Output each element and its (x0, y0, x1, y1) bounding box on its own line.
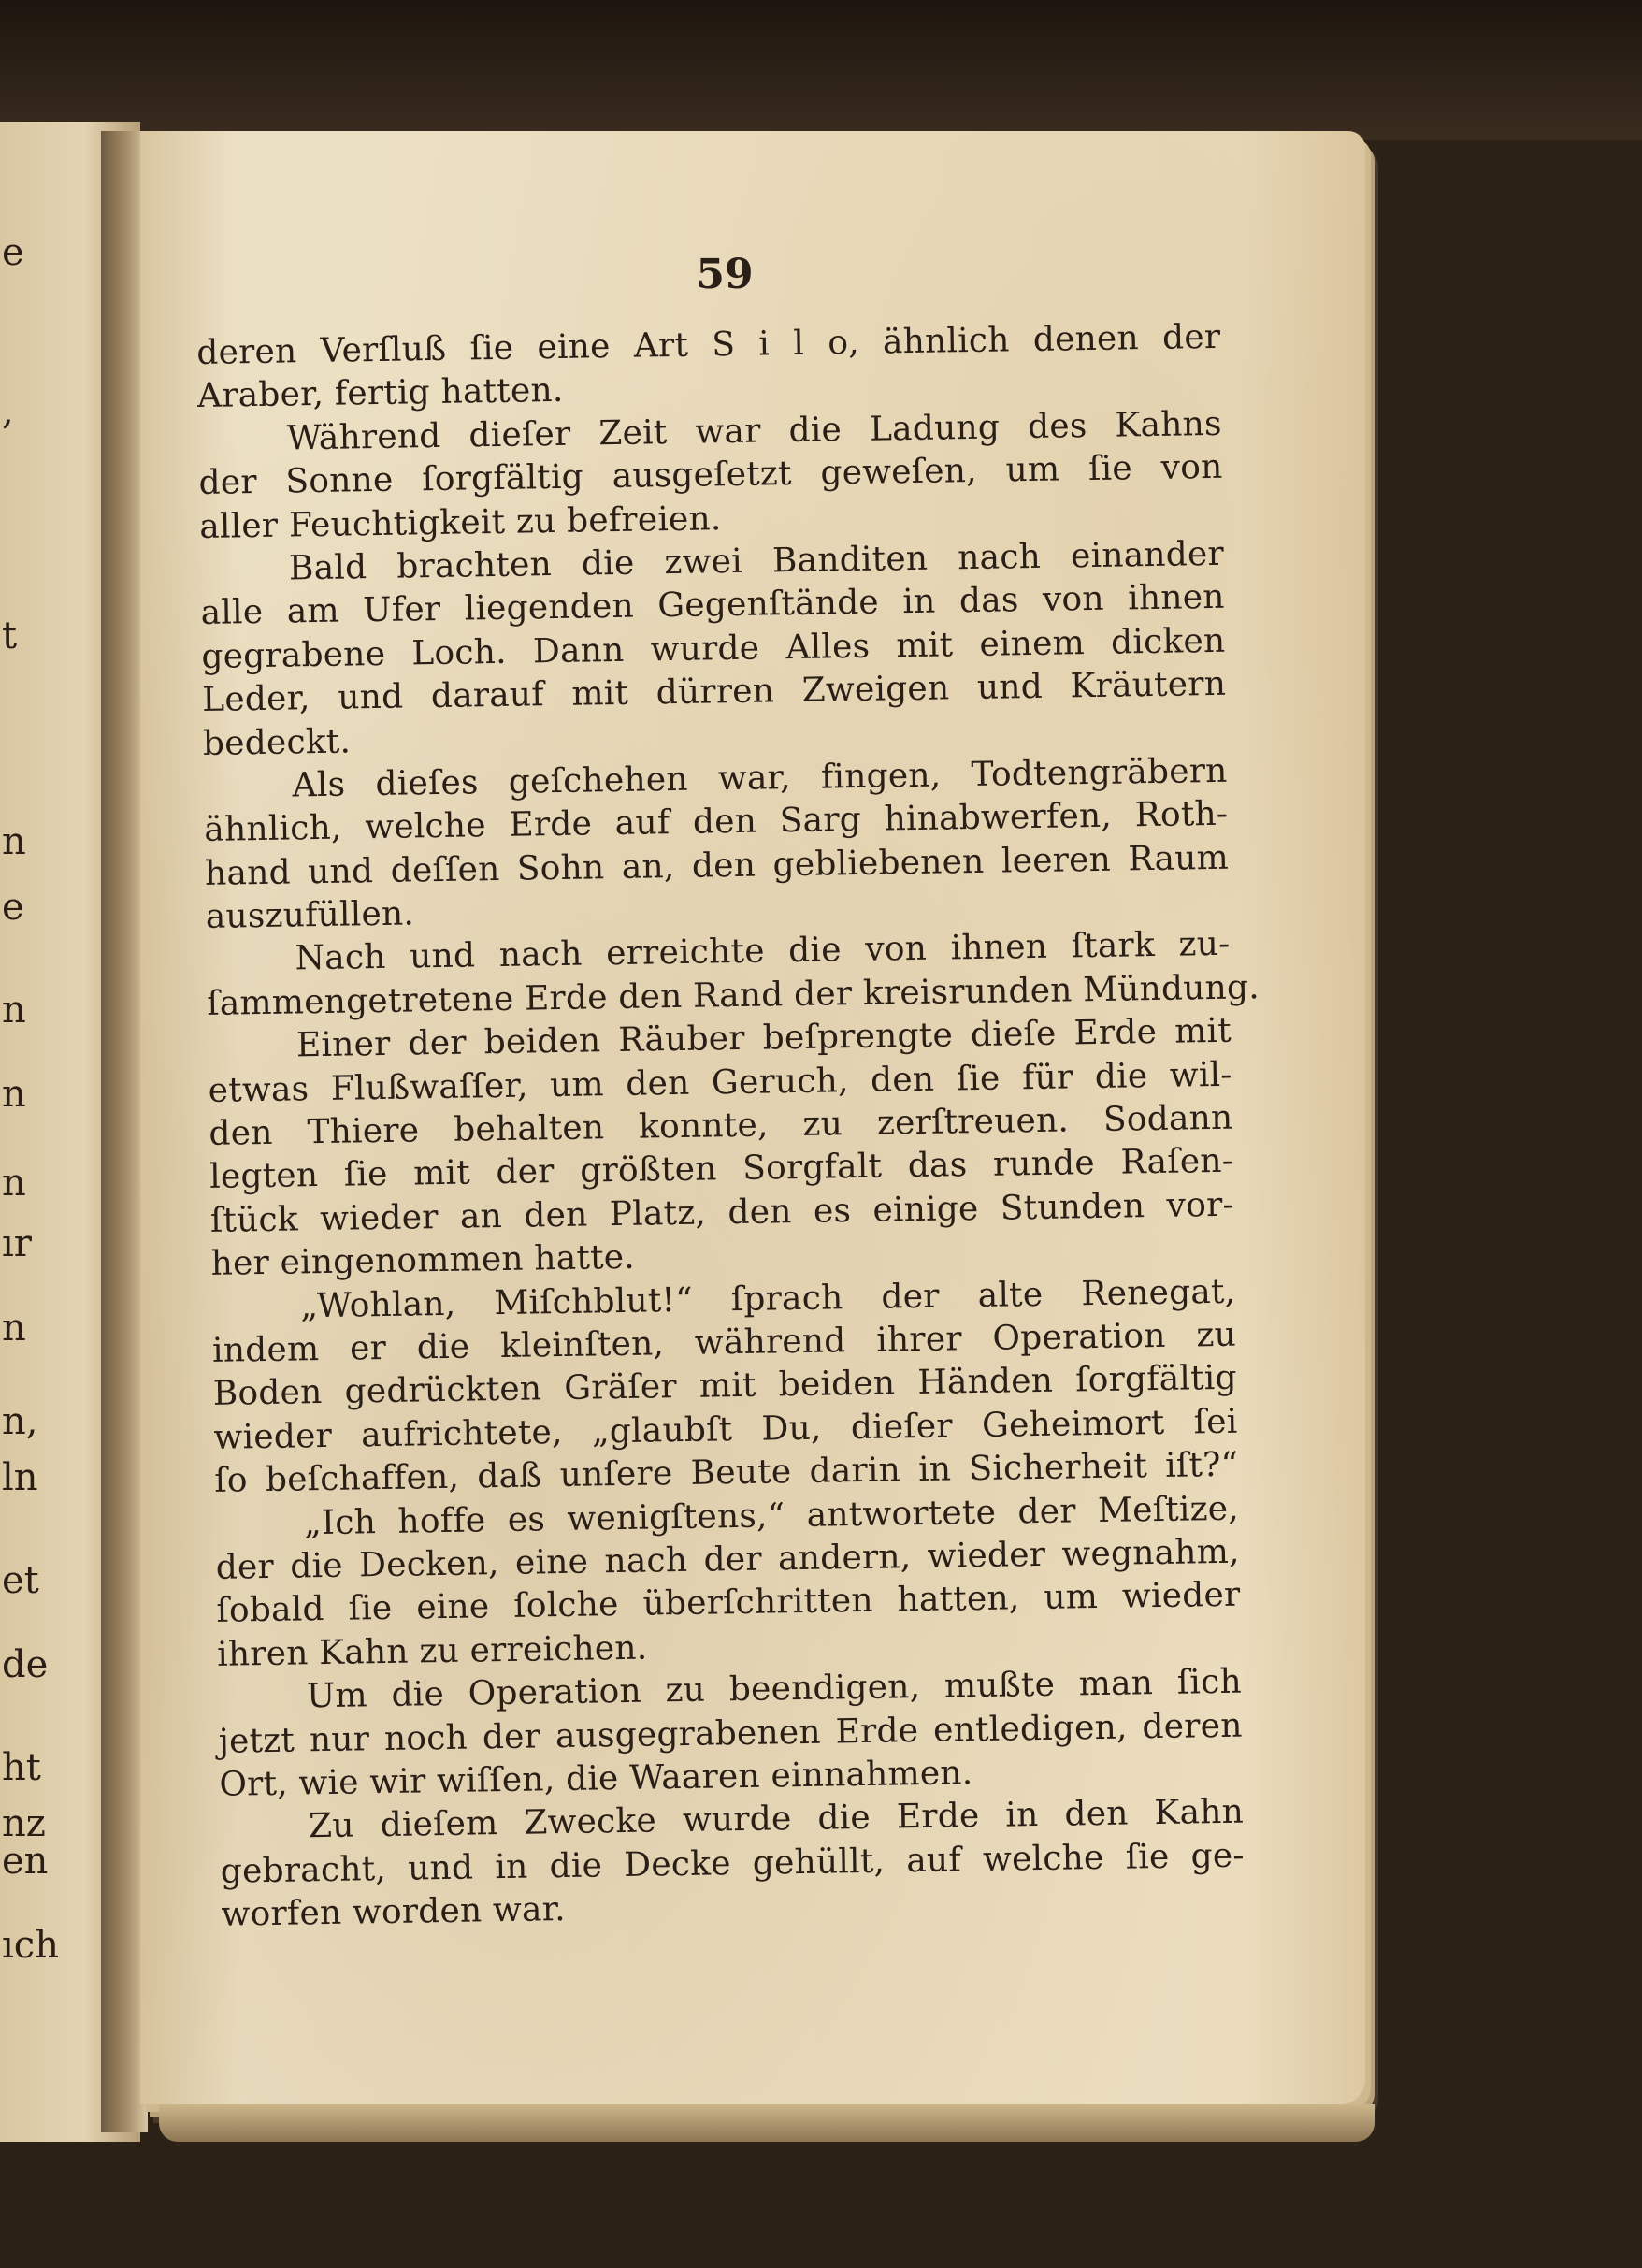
page-number: 59 (696, 251, 754, 298)
text-line: wieder aufrichtete, „glaubſt Du, dieſer Geheimort ſei (213, 1402, 1238, 1457)
text-line: bedeckt. (202, 721, 352, 763)
backdrop (0, 0, 1642, 140)
facing-page-fragment: n, (2, 1400, 38, 1443)
facing-page-fragment: t (2, 614, 18, 657)
text-line: der die Decken, eine nach der andern, wieder wegnahm, (215, 1532, 1240, 1587)
text-line: den Thiere behalten konnte, zu zerſtreuen. Sodann (209, 1098, 1233, 1153)
text-line: Um die Operation zu beendigen, mußte man ſich (306, 1662, 1243, 1716)
text-line: Ort, wie wir wiſſen, die Waaren einnahmen. (219, 1754, 973, 1804)
facing-page-fragment: n (2, 1307, 26, 1350)
facing-page-fragment: ln (2, 1456, 38, 1499)
facing-page-fragment: ht (2, 1746, 41, 1789)
text-line: etwas Flußwaſſer, um den Geruch, den ſie für die wil- (208, 1055, 1232, 1110)
text-line: Leder, und darauf mit dürren Zweigen und Kräutern (201, 664, 1227, 720)
text-line: Während dieſer Zeit war die Ladung des Kahns (286, 404, 1222, 458)
text-line: Boden gedrückten Gräſer mit beiden Händen ſorgfältig (212, 1359, 1238, 1414)
facing-page-fragment: n (2, 1162, 26, 1205)
text-line: indem er die kleinſten, während ihrer Operation zu (211, 1315, 1237, 1370)
facing-page-fragment: , (2, 390, 14, 433)
text-line: Zu dieſem Zwecke wurde die Erde in den Kahn (308, 1792, 1245, 1846)
facing-page-fragment: e (2, 231, 24, 274)
text-line: Bald brachten die zwei Banditen nach einander (288, 534, 1225, 588)
text-line: jetzt nur noch der ausgegrabenen Erde entledigen, deren (218, 1706, 1243, 1761)
text-line: worfen worden war. (221, 1890, 567, 1934)
text-line: Als dieſes geſchehen war, fingen, Todtengräbern (292, 751, 1228, 805)
text-line: ſo beſchaffen, daß unſere Beute darin in Sicherheit iſt?“ (213, 1445, 1239, 1501)
facing-page-fragment: ır (2, 1222, 32, 1265)
body-text (196, 316, 1260, 1937)
facing-page-fragment: et (2, 1559, 39, 1602)
text-line: Araber, fertig hatten. (196, 371, 564, 416)
text-line: ihren Kahn zu erreichen. (216, 1628, 648, 1674)
text-line: ſammengetretene Erde den Rand der kreisrunden Mündung. (206, 968, 1260, 1023)
text-line: „Ich hoffe es wenigſtens,“ antwortete der Meſtize, (303, 1489, 1240, 1542)
text-line: legten ſie mit der größten Sorgfalt das runde Raſen- (209, 1142, 1234, 1197)
text-line: her eingenommen hatte. (210, 1237, 636, 1284)
facing-page-fragment: de (2, 1643, 49, 1686)
text-line: Einer der beiden Räuber beſprengte dieſe Erde mit (295, 1011, 1232, 1065)
text-line: hand und deſſen Sohn an, den gebliebenen leeren Raum (204, 838, 1230, 893)
facing-page-fragment: ıch (2, 1924, 59, 1967)
facing-page-fragment: nz (2, 1802, 46, 1845)
text-line: deren Verſluß ſie eine Art S i l o, ähnlich denen der (196, 317, 1221, 372)
page-block-edge (159, 2104, 1375, 2142)
facing-page-fragment: n (2, 1073, 26, 1116)
text-line: „Wohlan, Miſchblut!“ ſprach der alte Renegat, (300, 1272, 1236, 1325)
facing-page-fragment: en (2, 1840, 49, 1883)
text-line: ähnlich, welche Erde auf den Sarg hinabwerfen, Roth- (204, 795, 1229, 850)
text-line: aller Feuchtigkeit zu befreien. (198, 498, 722, 546)
facing-page-fragment: n (2, 820, 26, 863)
facing-page-fragment: n (2, 989, 26, 1032)
text-line: gebracht, und in die Decke gehüllt, auf welche ſie ge- (220, 1836, 1246, 1891)
text-line: auszufüllen. (205, 894, 415, 936)
facing-page-fragment: e (2, 886, 24, 929)
text-line: ſtück wieder an den Platz, den es einige Stunden vor- (209, 1185, 1235, 1240)
text-line: der Sonne ſorgfältig ausgeſetzt geweſen, um ſie von (198, 447, 1223, 503)
text-line: Nach und nach erreichte die von ihnen ſtark zu- (295, 925, 1231, 978)
text-line: ſobald ſie eine ſolche überſchritten hatten, um wieder (216, 1575, 1241, 1631)
text-line: gegrabene Loch. Dann wurde Alles mit einem dicken (201, 621, 1226, 676)
text-line: alle am Ufer liegenden Gegenſtände in das von ihnen (200, 578, 1225, 633)
